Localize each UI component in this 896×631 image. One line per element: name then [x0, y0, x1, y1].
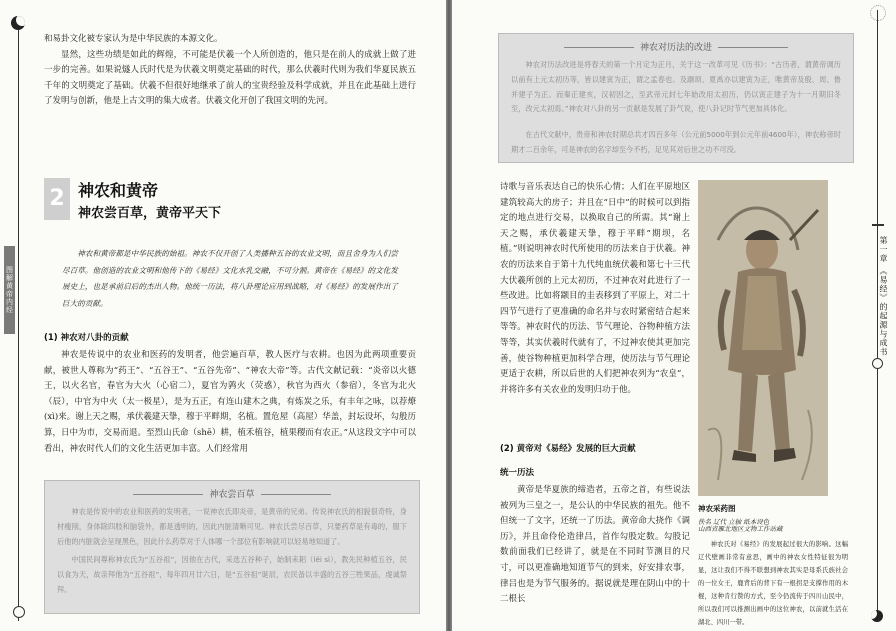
- decorative-circle-icon: [870, 5, 886, 21]
- chapter-intro: 神农和黄帝都是中华民族的始祖。神农不仅开创了人类播种五谷的农业文明，而且舍身为人们尝尽百草。他创造的农业文明和他传下的《易经》文化水乳交融，不可分割。黄帝在《易经》的文化发展史上，也是承前启后的杰出人物。他统一历法，将八卦理论应用到战略，对《易经》的发展作出了巨大的贡献。: [62, 249, 398, 308]
- section-body: [44, 348, 416, 457]
- circle-icon: [13, 606, 25, 618]
- paragraph: 神农是传说中的农业和医药的发明者，他尝遍百草，教人医疗与农耕。也因为此两项重要贡献，被世人尊称为“药王”、“五谷王”、“五谷先帝”、“神农大帝”等。古代文献记载：“炎帝以火德王，以火名官，春官为大火（心宿二），夏官为鹑火（荧惑），秋官为西火（参宿），冬官为北火（辰），中官为中火（太一极星），是为五正，有连山建木之典，有炼炭之乐，有丰年之咏，以荐燎(xì)来。谢上天之赐，承伏羲建天挚，穆于平畔期，名植。置危屋（高屋）华盖，封坛设坏，勾般历算，日中为市，交易而退。至烈山氏命（shē）耕，植禾植谷，植果稷而有农正。”从这段文字中可以看出，神农时代人们的文化生活更加丰富。人们经常用: [44, 350, 416, 454]
- left-margin-rule: [18, 25, 19, 621]
- chapter-tab-marker: [872, 224, 884, 226]
- shennong-painting-image: [698, 180, 828, 496]
- figure-caption-meta: 佚名 辽代 立轴 纸本设色: [698, 518, 770, 526]
- paragraph: 诗歌与音乐表达自己的快乐心情；人们在平原地区建筑较高大的房子；并且在“日中”的时候可以到指定的地点进行交易，以换取自己的所需。其“谢上天之赐，承伏羲建天挚，穆于平畔”期坝，名植。”则说明神农时代所使用的历法来自于伏羲。神农的历法来自于第十九代纯血统伏羲和第七十三代大伏羲所创的上元太初历，不过神农对此进行了一些改进。比如将颛目的圭表移到了平原上，对二十四节气进行了更准确的命名并与农时紧密结合起来等等。神农时代的历法、节气理论、谷物种植方法等等，其实伏羲时代就有了，不过神农使其更加完善，使谷物种植更加科学合理，使历法与节气理论更适于农耕，所以后世的人们把神农列为“农皇”，并将许多有关农业的发明归功于他。: [500, 182, 690, 395]
- figure-caption-title: 神农采药图: [698, 504, 736, 513]
- sidebar-title: 神农对历法的改进: [499, 40, 853, 53]
- section-heading: (2) 黄帝对《易经》发展的巨大贡献: [500, 444, 636, 454]
- sidebar-box: [498, 33, 854, 163]
- chapter-tab: 第一章 《易经》的起源与成书: [879, 236, 888, 357]
- subsection-heading: 统一历法: [500, 468, 535, 478]
- figure-caption-text: 神农氏对《易经》的发展起过很大的影响。这幅辽代壁画非常有意思，画中的神农女性特征很为明显，这让我们不得不联想到神农其实是母系氏族社会的一位女王，鹿背后的背下有一根拐是支撑作用的木棍，这种肯行赞的方式，至今仍流传于四川山民中，所以我们可以推测出画中的这位神农，以前就生活在湖北、四川一带。: [698, 541, 848, 626]
- sidebar-title: 神农尝百草: [45, 487, 419, 500]
- crescent-moon-icon: [11, 16, 25, 30]
- paragraph: 和易卦文化被专家认为是中华民族的本源文化。: [44, 34, 223, 44]
- crescent-moon-icon: [871, 610, 883, 622]
- sidebar-paragraph: 中国民间尊称神农氏为“五谷祖”，因他在古代，采选五谷种子，始制耒耜（lěi sì），教先民种植五谷，民以食为天，故亲拜他为“五谷祖”，每年四月廿六日，是“五谷祖”诞辰，农民备以丰盛的五谷三牲果品，虔诚祭拜。: [57, 555, 407, 594]
- paragraph: 显然，这些功绩是如此的辉煌，不可能是伏羲一个人所创造的，他只是在前人的成就上做了进一步的完善。如果说燧人氏时代是为伏羲文明奠定基础的时代，那么伏羲时代则为我们华夏民族五千年的文明奠定了基础。伏羲不但很好地继承了前人的宝贵经验及科学成就，并且在此基础上进行了发明与创新，他是上古文明的集大成者。伏羲文化开创了我国文明的先河。: [44, 49, 416, 107]
- left-top-text: [44, 32, 416, 110]
- chapter-number: 2: [44, 178, 70, 220]
- main-column: [500, 180, 690, 398]
- chapter-subtitle: 神农尝百草，黄帝平天下: [78, 206, 222, 221]
- section-heading: (1) 神农对八卦的贡献: [44, 333, 129, 343]
- left-page: [0, 0, 446, 631]
- sidebar-paragraph: 神农是传说中的农业和医药的发明者，一说神农氏即炎帝，是黄帝的兄弟。传说神农氏的相貌很奇特，身材瘦削，身体除四肢和脑袋外，都是透明的，因此内脏清晰可见。神农氏尝尽百草，只要药草是有毒的，服下后他的内脏就会呈现黑色，因此什么药草对于人体哪一个部位有影响就可以轻易地知道了。: [57, 507, 407, 546]
- figure-caption-sub2: 山西省雁北地区文物工作站藏: [698, 525, 783, 533]
- sidebar-box: [44, 480, 420, 614]
- sidebar-paragraph: 神农对历法改进是将春天的第一个月定为正月，关于这一改革可见《历书》：“古历者，谓黄帝调历以前有上元太初历等，皆以建寅为正，谓之孟春也。及颛顼、夏禹亦以建寅为正，唯黄帝及殷、周、鲁并建子为正。而秦正建亥，汉初因之，至武帝元封七年始改用太初历，仍以寅正建子为十一月期旧冬至，改元太初焉。”神农对八卦的另一贡献是发展了卦气说，使八卦记时节气更加具体化。: [511, 60, 841, 114]
- series-tab: 图解黄帝内经: [4, 246, 15, 334]
- main-column-2: [500, 483, 690, 608]
- sidebar-paragraph: 在古代文献中，贵帝和神农时期总共才四百多年（公元前5000年到公元年前4600年），神农称帝时期才二百余年，可是神农的名字却至今不朽，足见其对后世之功不可没。: [511, 130, 841, 154]
- painting-illustration: [698, 180, 828, 496]
- circle-icon: [872, 358, 883, 369]
- right-page: [452, 0, 896, 631]
- paragraph: 黄帝是华夏族的缔造者，五帝之首，有些说法被列为三皇之一，是公认的中华民族的祖先。他不但统一了文字，还统一了历法。黄帝命大挠作《调历》，并且命伶伦造律吕，首作勾股定数。勾股记数前面我们已经讲了，就是在不同时节测目的尺寸，可以更准确地知道节气的到来，好安排农事，律吕也是为节气服务的。据说就是理在阴山中的十二根长: [500, 485, 690, 605]
- chapter-title: 神农和黄帝: [78, 181, 159, 200]
